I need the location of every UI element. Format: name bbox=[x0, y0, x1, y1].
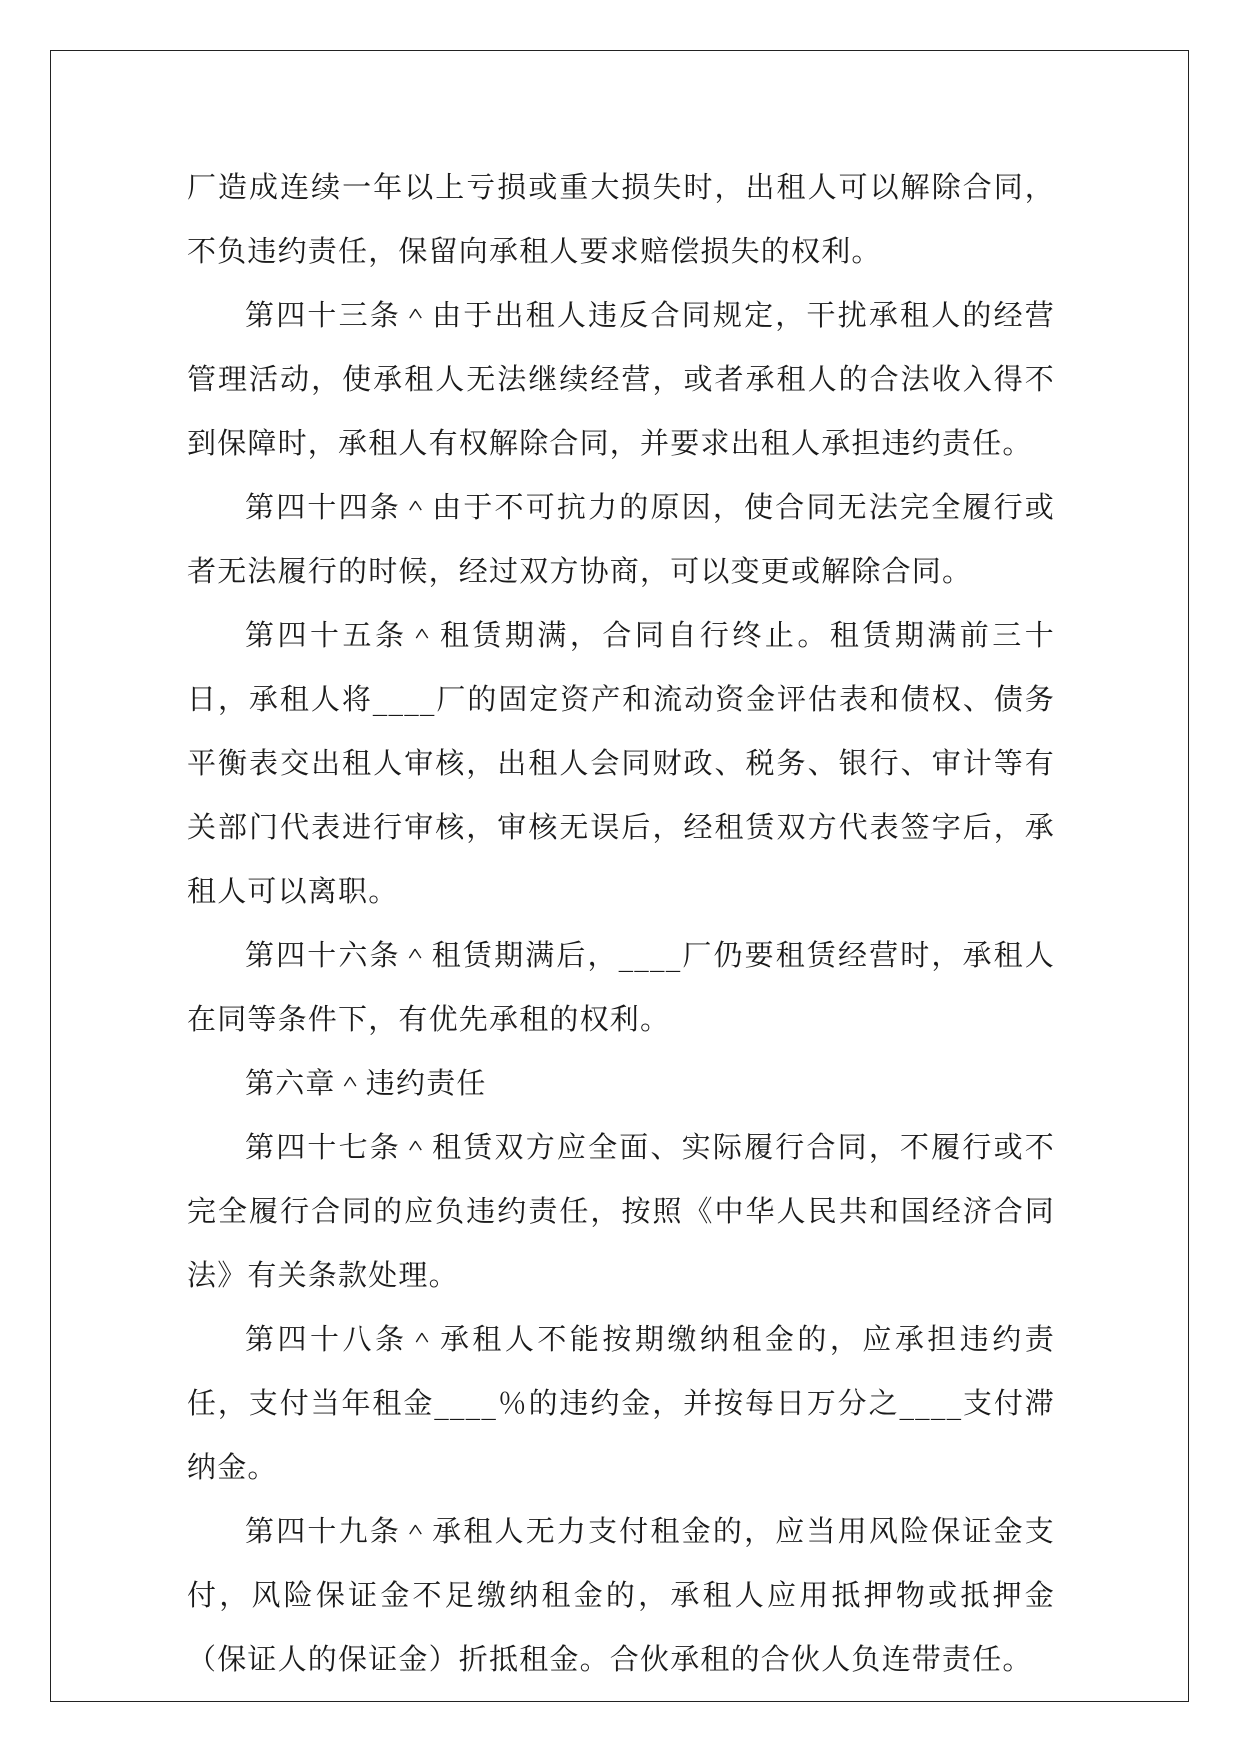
paragraph-article-47: 第四十七条＾租赁双方应全面、实际履行合同，不履行或不完全履行合同的应负违约责任，按照《中华人民共和国经济合同法》有关条款处理。 bbox=[187, 1130, 1055, 1292]
paragraph-article-44: 第四十四条＾由于不可抗力的原因，使合同无法完全履行或者无法履行的时候，经过双方协商，可以变更或解除合同。 bbox=[187, 490, 1055, 588]
paragraph-article-49: 第四十九条＾承租人无力支付租金的，应当用风险保证金支付，风险保证金不足缴纳租金的，承租人应用抵押物或抵押金（保证人的保证金）折抵租金。合伙承租的合伙人负连带责任。 bbox=[187, 1514, 1055, 1676]
chapter-heading: 第六章＾违约责任 bbox=[245, 1066, 487, 1100]
paragraph-1: 厂造成连续一年以上亏损或重大损失时，出租人可以解除合同，不负违约责任，保留向承租人要求赔偿损失的权利。 bbox=[187, 170, 1055, 268]
paragraph-article-48: 第四十八条＾承租人不能按期缴纳租金的，应承担违约责任，支付当年租金____％的违约金，并按每日万分之____支付滞纳金。 bbox=[187, 1322, 1055, 1484]
paragraph-article-43: 第四十三条＾由于出租人违反合同规定，干扰承租人的经营管理活动，使承租人无法继续经营，或者承租人的合法收入得不到保障时，承租人有权解除合同，并要求出租人承担违约责任。 bbox=[187, 298, 1055, 460]
paragraph-article-46: 第四十六条＾租赁期满后，____厂仍要租赁经营时，承租人在同等条件下，有优先承租的权利。 bbox=[187, 938, 1055, 1036]
paragraph-article-45: 第四十五条＾租赁期满，合同自行终止。租赁期满前三十日，承租人将____厂的固定资产和流动资金评估表和债权、债务平衡表交出租人审核，出租人会同财政、税务、银行、审计等有关部门代表进行审核，审核无误后，经租赁双方代表签字后，承租人可以离职。 bbox=[187, 618, 1055, 908]
document-body bbox=[187, 155, 1055, 1691]
